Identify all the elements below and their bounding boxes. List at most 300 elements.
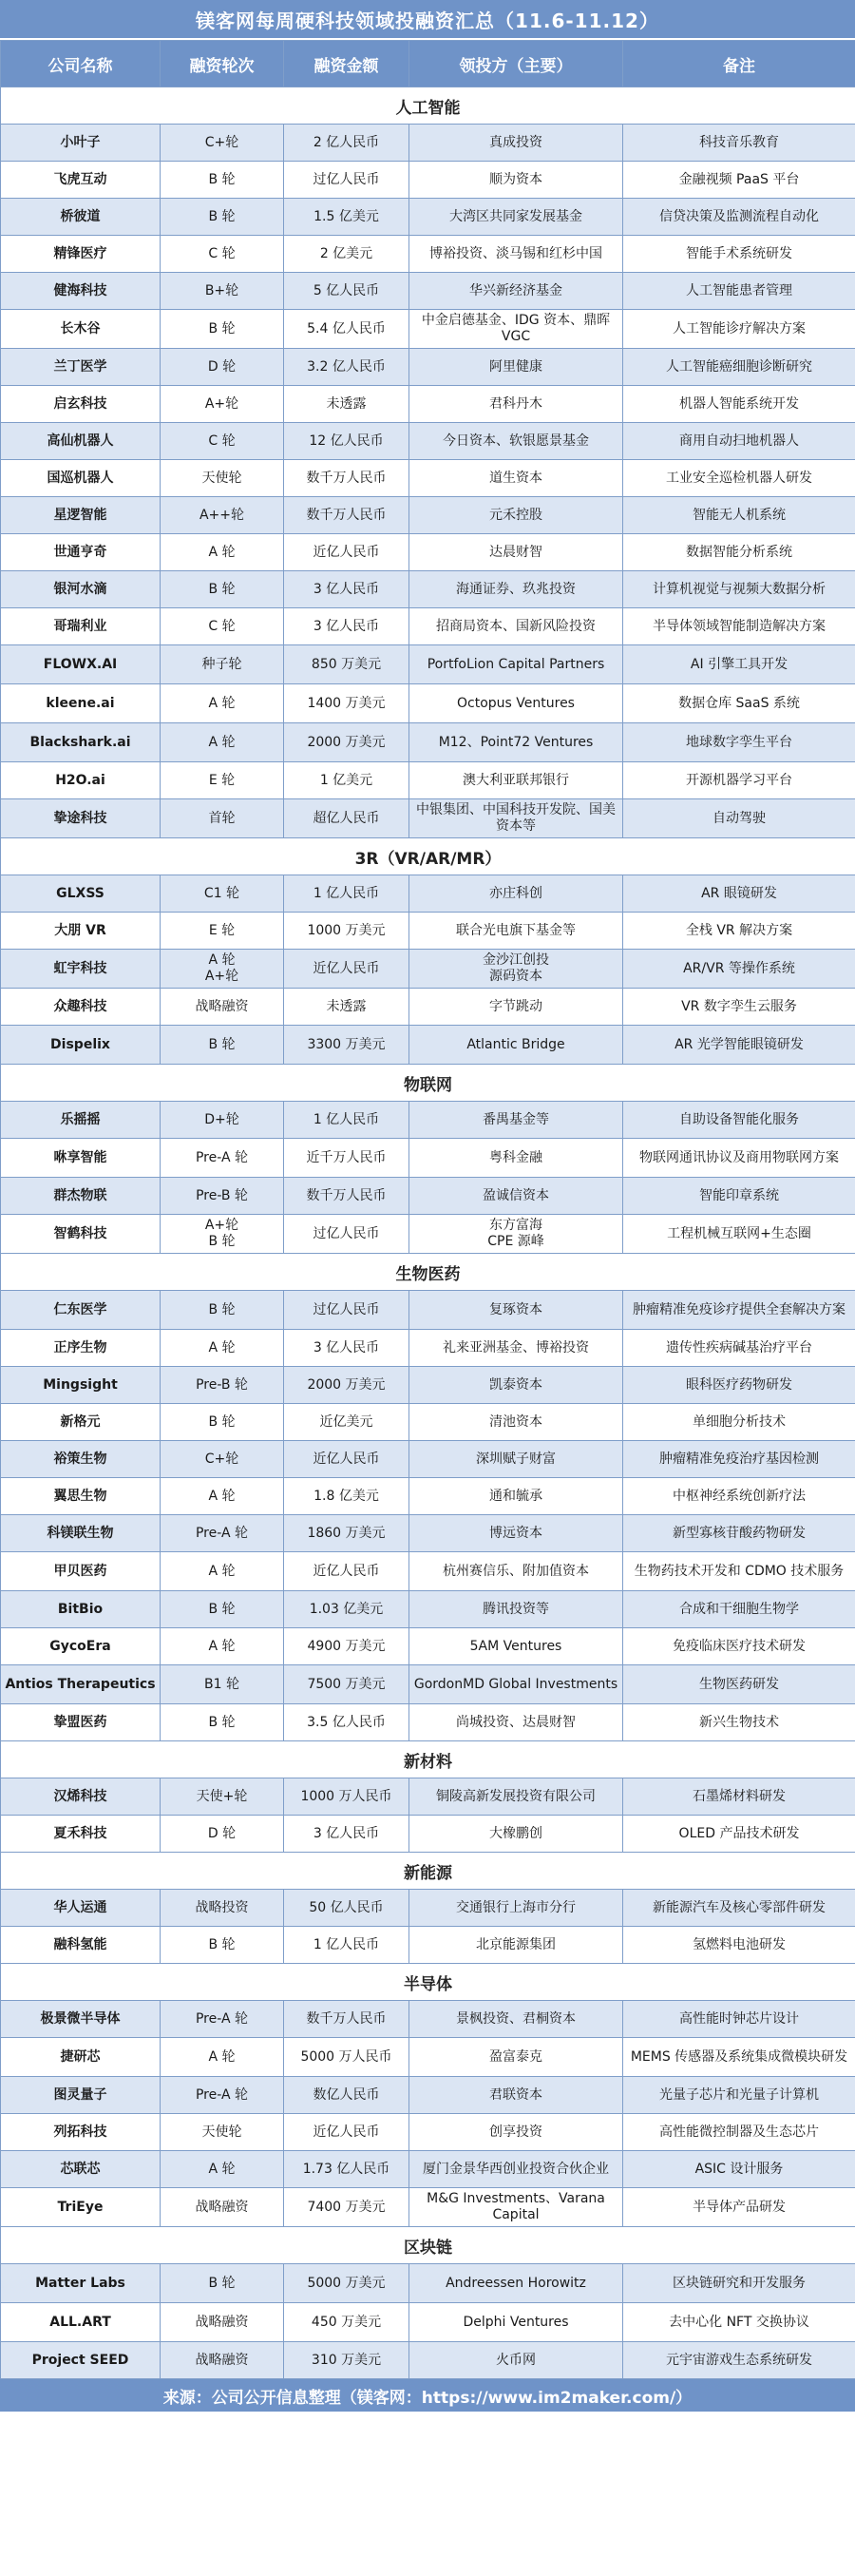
table-row xyxy=(1,1367,855,1404)
table-row xyxy=(1,950,855,989)
section-title: 物联网 xyxy=(1,1065,855,1102)
funding-round-cell: C 轮 xyxy=(161,423,284,460)
company-name-cell: 咻享智能 xyxy=(1,1139,161,1178)
table-row xyxy=(1,1215,855,1254)
lead-investor-cell: 凯泰资本 xyxy=(409,1367,623,1404)
table-row xyxy=(1,1704,855,1741)
company-name-cell: 兰丁医学 xyxy=(1,349,161,386)
table-row xyxy=(1,199,855,236)
table-row xyxy=(1,460,855,497)
funding-amount-cell: 4900 万美元 xyxy=(284,1628,409,1665)
funding-round-cell: 天使+轮 xyxy=(161,1778,284,1816)
company-name-cell: 健海科技 xyxy=(1,273,161,310)
company-name-cell: 桥彼道 xyxy=(1,199,161,236)
company-name-cell: 高仙机器人 xyxy=(1,423,161,460)
section-title: 3R（VR/AR/MR） xyxy=(1,838,855,875)
funding-round-cell: 天使轮 xyxy=(161,460,284,497)
company-name-cell: kleene.ai xyxy=(1,684,161,723)
funding-amount-cell: 数千万人民币 xyxy=(284,460,409,497)
lead-investor-cell: GordonMD Global Investments xyxy=(409,1665,623,1704)
company-name-cell: 华人运通 xyxy=(1,1890,161,1927)
table-row xyxy=(1,608,855,645)
funding-amount-cell: 1 亿人民币 xyxy=(284,1927,409,1964)
lead-investor-cell: 礼来亚洲基金、博裕投资 xyxy=(409,1330,623,1367)
lead-investor-cell: 华兴新经济基金 xyxy=(409,273,623,310)
company-name-cell: ALL.ART xyxy=(1,2303,161,2342)
funding-amount-cell: 数千万人民币 xyxy=(284,2001,409,2038)
funding-amount-cell: 1.5 亿美元 xyxy=(284,199,409,236)
funding-amount-cell: 近亿人民币 xyxy=(284,1441,409,1478)
table-row xyxy=(1,1778,855,1816)
table-body xyxy=(1,87,855,2379)
funding-round-cell: B 轮 xyxy=(161,1927,284,1964)
company-name-cell: FLOWX.AI xyxy=(1,645,161,684)
company-name-cell: GycoEra xyxy=(1,1628,161,1665)
notes-cell: 自动驾驶 xyxy=(623,799,855,838)
table-row xyxy=(1,386,855,423)
lead-investor-cell: M12、Point72 Ventures xyxy=(409,723,623,762)
section-title: 半导体 xyxy=(1,1964,855,2001)
lead-investor-cell: 中金启德基金、IDG 资本、鼎晖 VGC xyxy=(409,310,623,349)
notes-cell: 智能印章系统 xyxy=(623,1178,855,1215)
notes-cell: 数据仓库 SaaS 系统 xyxy=(623,684,855,723)
notes-cell: VR 数字孪生云服务 xyxy=(623,989,855,1026)
notes-cell: 生物药技术开发和 CDMO 技术服务 xyxy=(623,1552,855,1591)
funding-round-cell: A 轮 xyxy=(161,534,284,571)
notes-cell: 石墨烯材料研发 xyxy=(623,1778,855,1816)
lead-investor-cell: 字节跳动 xyxy=(409,989,623,1026)
table-row xyxy=(1,1291,855,1330)
company-name-cell: 众趣科技 xyxy=(1,989,161,1026)
funding-amount-cell: 3 亿人民币 xyxy=(284,571,409,608)
table-row xyxy=(1,423,855,460)
funding-amount-cell: 近亿人民币 xyxy=(284,1552,409,1591)
lead-investor-cell: 深圳赋子财富 xyxy=(409,1441,623,1478)
section-header-row xyxy=(1,2227,855,2264)
funding-amount-cell: 310 万美元 xyxy=(284,2342,409,2379)
lead-investor-cell: Octopus Ventures xyxy=(409,684,623,723)
lead-investor-cell: 5AM Ventures xyxy=(409,1628,623,1665)
lead-investor-cell: 清池资本 xyxy=(409,1404,623,1441)
funding-amount-cell: 数亿人民币 xyxy=(284,2077,409,2114)
funding-round-cell: A+轮 B 轮 xyxy=(161,1215,284,1254)
funding-round-cell: A++轮 xyxy=(161,497,284,534)
table-row xyxy=(1,2303,855,2342)
funding-amount-cell: 近亿人民币 xyxy=(284,534,409,571)
funding-round-cell: B 轮 xyxy=(161,1704,284,1741)
lead-investor-cell: 创享投资 xyxy=(409,2114,623,2151)
notes-cell: 智能无人机系统 xyxy=(623,497,855,534)
notes-cell: 地球数字孪生平台 xyxy=(623,723,855,762)
funding-round-cell: Pre-A 轮 xyxy=(161,1139,284,1178)
header-lead-investor: 领投方（主要） xyxy=(409,41,623,87)
notes-cell: 开源机器学习平台 xyxy=(623,762,855,799)
lead-investor-cell: 腾讯投资等 xyxy=(409,1591,623,1628)
funding-round-cell: A 轮 xyxy=(161,723,284,762)
table-row xyxy=(1,2038,855,2077)
table-row xyxy=(1,534,855,571)
lead-investor-cell: 盈诚信资本 xyxy=(409,1178,623,1215)
company-name-cell: 乐摇摇 xyxy=(1,1102,161,1139)
company-name-cell: 科镁联生物 xyxy=(1,1515,161,1552)
funding-amount-cell: 数千万人民币 xyxy=(284,1178,409,1215)
funding-amount-cell: 1.73 亿人民币 xyxy=(284,2151,409,2188)
lead-investor-cell: 达晨财智 xyxy=(409,534,623,571)
company-name-cell: 甲贝医药 xyxy=(1,1552,161,1591)
table-row xyxy=(1,1890,855,1927)
table-row xyxy=(1,497,855,534)
lead-investor-cell: 交通银行上海市分行 xyxy=(409,1890,623,1927)
company-name-cell: 启玄科技 xyxy=(1,386,161,423)
notes-cell: 眼科医疗药物研发 xyxy=(623,1367,855,1404)
funding-amount-cell: 1.03 亿美元 xyxy=(284,1591,409,1628)
company-name-cell: 小叶子 xyxy=(1,125,161,162)
table-row xyxy=(1,684,855,723)
company-name-cell: 列拓科技 xyxy=(1,2114,161,2151)
funding-round-cell: C 轮 xyxy=(161,608,284,645)
funding-amount-cell: 2 亿美元 xyxy=(284,236,409,273)
company-name-cell: 夏禾科技 xyxy=(1,1816,161,1853)
funding-round-cell: B 轮 xyxy=(161,310,284,349)
funding-amount-cell: 3300 万美元 xyxy=(284,1026,409,1065)
funding-round-cell: B 轮 xyxy=(161,1404,284,1441)
company-name-cell: Matter Labs xyxy=(1,2264,161,2303)
company-name-cell: 正序生物 xyxy=(1,1330,161,1367)
table-row xyxy=(1,2001,855,2038)
funding-amount-cell: 3 亿人民币 xyxy=(284,1330,409,1367)
notes-cell: AR/VR 等操作系统 xyxy=(623,950,855,989)
company-name-cell: 哥瑞利业 xyxy=(1,608,161,645)
lead-investor-cell: 通和毓承 xyxy=(409,1478,623,1515)
funding-amount-cell: 近亿人民币 xyxy=(284,2114,409,2151)
company-name-cell: 虹宇科技 xyxy=(1,950,161,989)
section-header-row xyxy=(1,1254,855,1291)
lead-investor-cell: 杭州赛信乐、附加值资本 xyxy=(409,1552,623,1591)
notes-cell: 新兴生物技术 xyxy=(623,1704,855,1741)
funding-amount-cell: 5.4 亿人民币 xyxy=(284,310,409,349)
funding-amount-cell: 数千万人民币 xyxy=(284,497,409,534)
funding-amount-cell: 5 亿人民币 xyxy=(284,273,409,310)
lead-investor-cell: 北京能源集团 xyxy=(409,1927,623,1964)
notes-cell: 科技音乐教育 xyxy=(623,125,855,162)
notes-cell: 生物医药研发 xyxy=(623,1665,855,1704)
notes-cell: 合成和干细胞生物学 xyxy=(623,1591,855,1628)
funding-round-cell: 战略融资 xyxy=(161,2303,284,2342)
header-company: 公司名称 xyxy=(1,41,161,87)
funding-round-cell: Pre-A 轮 xyxy=(161,2077,284,2114)
lead-investor-cell: 大橡鹏创 xyxy=(409,1816,623,1853)
company-name-cell: 大朋 VR xyxy=(1,913,161,950)
funding-round-cell: A 轮 xyxy=(161,1330,284,1367)
lead-investor-cell: 今日资本、软银愿景基金 xyxy=(409,423,623,460)
funding-amount-cell: 近千万人民币 xyxy=(284,1139,409,1178)
funding-round-cell: A 轮 xyxy=(161,1552,284,1591)
table-row xyxy=(1,310,855,349)
funding-round-cell: A+轮 xyxy=(161,386,284,423)
funding-amount-cell: 未透露 xyxy=(284,989,409,1026)
notes-cell: 去中心化 NFT 交换协议 xyxy=(623,2303,855,2342)
company-name-cell: 智鹤科技 xyxy=(1,1215,161,1254)
funding-amount-cell: 5000 万人民币 xyxy=(284,2038,409,2077)
notes-cell: 工业安全巡检机器人研发 xyxy=(623,460,855,497)
notes-cell: AR 光学智能眼镜研发 xyxy=(623,1026,855,1065)
table-row xyxy=(1,2264,855,2303)
funding-round-cell: Pre-A 轮 xyxy=(161,1515,284,1552)
table-row xyxy=(1,1665,855,1704)
company-name-cell: 群杰物联 xyxy=(1,1178,161,1215)
notes-cell: 肿瘤精准免疫治疗基因检测 xyxy=(623,1441,855,1478)
funding-amount-cell: 1000 万美元 xyxy=(284,913,409,950)
lead-investor-cell: 番禺基金等 xyxy=(409,1102,623,1139)
funding-amount-cell: 1.8 亿美元 xyxy=(284,1478,409,1515)
funding-amount-cell: 450 万美元 xyxy=(284,2303,409,2342)
section-header-row xyxy=(1,1741,855,1778)
notes-cell: 肿瘤精准免疫诊疗提供全套解决方案 xyxy=(623,1291,855,1330)
company-name-cell: Project SEED xyxy=(1,2342,161,2379)
lead-investor-cell: 复琢资本 xyxy=(409,1291,623,1330)
notes-cell: 信贷决策及监测流程自动化 xyxy=(623,199,855,236)
funding-round-cell: B 轮 xyxy=(161,2264,284,2303)
table-row xyxy=(1,1404,855,1441)
lead-investor-cell: 招商局资本、国新风险投资 xyxy=(409,608,623,645)
table-row xyxy=(1,162,855,199)
company-name-cell: 融科氢能 xyxy=(1,1927,161,1964)
funding-round-cell: Pre-A 轮 xyxy=(161,2001,284,2038)
funding-amount-cell: 50 亿人民币 xyxy=(284,1890,409,1927)
funding-amount-cell: 未透露 xyxy=(284,386,409,423)
table-row xyxy=(1,799,855,838)
funding-round-cell: 首轮 xyxy=(161,799,284,838)
lead-investor-cell: 金沙江创投 源码资本 xyxy=(409,950,623,989)
header-amount: 融资金额 xyxy=(284,41,409,87)
funding-round-cell: A 轮 xyxy=(161,2038,284,2077)
lead-investor-cell: 君联资本 xyxy=(409,2077,623,2114)
funding-round-cell: C1 轮 xyxy=(161,875,284,913)
funding-amount-cell: 1400 万美元 xyxy=(284,684,409,723)
funding-round-cell: B+轮 xyxy=(161,273,284,310)
funding-amount-cell: 2000 万美元 xyxy=(284,1367,409,1404)
funding-round-cell: C 轮 xyxy=(161,236,284,273)
funding-round-cell: B 轮 xyxy=(161,571,284,608)
notes-cell: 金融视频 PaaS 平台 xyxy=(623,162,855,199)
notes-cell: 高性能微控制器及生态芯片 xyxy=(623,2114,855,2151)
funding-round-cell: E 轮 xyxy=(161,762,284,799)
funding-amount-cell: 1 亿美元 xyxy=(284,762,409,799)
table-row xyxy=(1,2077,855,2114)
notes-cell: 人工智能癌细胞诊断研究 xyxy=(623,349,855,386)
notes-cell: 物联网通讯协议及商用物联网方案 xyxy=(623,1139,855,1178)
table-row xyxy=(1,1139,855,1178)
lead-investor-cell: 道生资本 xyxy=(409,460,623,497)
table-row xyxy=(1,1026,855,1065)
lead-investor-cell: 澳大利亚联邦银行 xyxy=(409,762,623,799)
notes-cell: 元宇宙游戏生态系统研发 xyxy=(623,2342,855,2379)
lead-investor-cell: 博远资本 xyxy=(409,1515,623,1552)
funding-round-cell: 战略融资 xyxy=(161,2188,284,2227)
company-name-cell: Mingsight xyxy=(1,1367,161,1404)
section-header-row xyxy=(1,1853,855,1890)
notes-cell: 中枢神经系统创新疗法 xyxy=(623,1478,855,1515)
lead-investor-cell: 粤科金融 xyxy=(409,1139,623,1178)
lead-investor-cell: 海通证券、玖兆投资 xyxy=(409,571,623,608)
funding-round-cell: Pre-B 轮 xyxy=(161,1178,284,1215)
company-name-cell: 国巡机器人 xyxy=(1,460,161,497)
funding-amount-cell: 5000 万美元 xyxy=(284,2264,409,2303)
notes-cell: 数据智能分析系统 xyxy=(623,534,855,571)
table-row xyxy=(1,645,855,684)
company-name-cell: Antios Therapeutics xyxy=(1,1665,161,1704)
funding-amount-cell: 12 亿人民币 xyxy=(284,423,409,460)
funding-amount-cell: 3 亿人民币 xyxy=(284,1816,409,1853)
lead-investor-cell: 顺为资本 xyxy=(409,162,623,199)
company-name-cell: 翼思生物 xyxy=(1,1478,161,1515)
lead-investor-cell: 阿里健康 xyxy=(409,349,623,386)
section-header-row xyxy=(1,87,855,125)
lead-investor-cell: 铜陵高新发展投资有限公司 xyxy=(409,1778,623,1816)
lead-investor-cell: 中银集团、中国科技开发院、国美资本等 xyxy=(409,799,623,838)
table-row xyxy=(1,989,855,1026)
section-title: 生物医药 xyxy=(1,1254,855,1291)
lead-investor-cell: M&G Investments、Varana Capital xyxy=(409,2188,623,2227)
company-name-cell: 挚盟医药 xyxy=(1,1704,161,1741)
lead-investor-cell: 东方富海 CPE 源峰 xyxy=(409,1215,623,1254)
funding-amount-cell: 1860 万美元 xyxy=(284,1515,409,1552)
table-header-row xyxy=(1,41,855,87)
table-row xyxy=(1,1441,855,1478)
lead-investor-cell: 真成投资 xyxy=(409,125,623,162)
funding-amount-cell: 过亿人民币 xyxy=(284,162,409,199)
table-row xyxy=(1,1628,855,1665)
lead-investor-cell: 大湾区共同家发展基金 xyxy=(409,199,623,236)
funding-amount-cell: 7500 万美元 xyxy=(284,1665,409,1704)
section-header-row xyxy=(1,1065,855,1102)
section-title: 新能源 xyxy=(1,1853,855,1890)
funding-round-cell: A 轮 xyxy=(161,1628,284,1665)
funding-round-cell: B 轮 xyxy=(161,1591,284,1628)
lead-investor-cell: 博裕投资、淡马锡和红杉中国 xyxy=(409,236,623,273)
lead-investor-cell: Atlantic Bridge xyxy=(409,1026,623,1065)
funding-round-cell: A 轮 xyxy=(161,2151,284,2188)
lead-investor-cell: 元禾控股 xyxy=(409,497,623,534)
financing-table xyxy=(0,40,855,2379)
table-row xyxy=(1,762,855,799)
company-name-cell: 极景微半导体 xyxy=(1,2001,161,2038)
company-name-cell: 仁东医学 xyxy=(1,1291,161,1330)
funding-amount-cell: 850 万美元 xyxy=(284,645,409,684)
company-name-cell: 精锋医疗 xyxy=(1,236,161,273)
table-row xyxy=(1,349,855,386)
lead-investor-cell: Andreessen Horowitz xyxy=(409,2264,623,2303)
notes-cell: 氢燃料电池研发 xyxy=(623,1927,855,1964)
table-row xyxy=(1,2151,855,2188)
notes-cell: 半导体领域智能制造解决方案 xyxy=(623,608,855,645)
funding-round-cell: B 轮 xyxy=(161,162,284,199)
funding-amount-cell: 7400 万美元 xyxy=(284,2188,409,2227)
funding-amount-cell: 2 亿人民币 xyxy=(284,125,409,162)
notes-cell: 新能源汽车及核心零部件研发 xyxy=(623,1890,855,1927)
funding-amount-cell: 过亿人民币 xyxy=(284,1291,409,1330)
company-name-cell: 裕策生物 xyxy=(1,1441,161,1478)
notes-cell: 人工智能患者管理 xyxy=(623,273,855,310)
lead-investor-cell: 盈富泰克 xyxy=(409,2038,623,2077)
company-name-cell: 银河水滴 xyxy=(1,571,161,608)
funding-round-cell: D+轮 xyxy=(161,1102,284,1139)
notes-cell: MEMS 传感器及系统集成微模块研发 xyxy=(623,2038,855,2077)
lead-investor-cell: PortfoLion Capital Partners xyxy=(409,645,623,684)
notes-cell: OLED 产品技术研发 xyxy=(623,1816,855,1853)
funding-amount-cell: 3.5 亿人民币 xyxy=(284,1704,409,1741)
funding-amount-cell: 近亿美元 xyxy=(284,1404,409,1441)
company-name-cell: GLXSS xyxy=(1,875,161,913)
notes-cell: 计算机视觉与视频大数据分析 xyxy=(623,571,855,608)
table-row xyxy=(1,2188,855,2227)
notes-cell: 高性能时钟芯片设计 xyxy=(623,2001,855,2038)
table-row xyxy=(1,723,855,762)
source-footer: 来源：公司公开信息整理（镁客网：https://www.im2maker.com/） xyxy=(0,2379,855,2412)
page-title: 镁客网每周硬科技领域投融资汇总（11.6-11.12） xyxy=(0,0,855,40)
table-row xyxy=(1,1552,855,1591)
table-row xyxy=(1,236,855,273)
table-row xyxy=(1,1927,855,1964)
company-name-cell: Blackshark.ai xyxy=(1,723,161,762)
table-row xyxy=(1,1330,855,1367)
table-row xyxy=(1,1178,855,1215)
funding-amount-cell: 近亿人民币 xyxy=(284,950,409,989)
table-row xyxy=(1,2114,855,2151)
company-name-cell: H2O.ai xyxy=(1,762,161,799)
lead-investor-cell: 君科丹木 xyxy=(409,386,623,423)
company-name-cell: 新格元 xyxy=(1,1404,161,1441)
lead-investor-cell: 景枫投资、君桐资本 xyxy=(409,2001,623,2038)
table-row xyxy=(1,2342,855,2379)
section-header-row xyxy=(1,1964,855,2001)
funding-amount-cell: 2000 万美元 xyxy=(284,723,409,762)
section-title: 人工智能 xyxy=(1,87,855,125)
funding-round-cell: 战略融资 xyxy=(161,2342,284,2379)
notes-cell: 智能手术系统研发 xyxy=(623,236,855,273)
lead-investor-cell: Delphi Ventures xyxy=(409,2303,623,2342)
table-row xyxy=(1,1102,855,1139)
table-row xyxy=(1,125,855,162)
lead-investor-cell: 联合光电旗下基金等 xyxy=(409,913,623,950)
table-row xyxy=(1,571,855,608)
notes-cell: AR 眼镜研发 xyxy=(623,875,855,913)
table-row xyxy=(1,875,855,913)
company-name-cell: BitBio xyxy=(1,1591,161,1628)
notes-cell: 新型寡核苷酸药物研发 xyxy=(623,1515,855,1552)
funding-round-cell: B 轮 xyxy=(161,1026,284,1065)
table-row xyxy=(1,913,855,950)
company-name-cell: 星逻智能 xyxy=(1,497,161,534)
funding-round-cell: C+轮 xyxy=(161,1441,284,1478)
notes-cell: 工程机械互联网+生态圈 xyxy=(623,1215,855,1254)
notes-cell: ASIC 设计服务 xyxy=(623,2151,855,2188)
notes-cell: 自助设备智能化服务 xyxy=(623,1102,855,1139)
funding-amount-cell: 1 亿人民币 xyxy=(284,1102,409,1139)
funding-round-cell: E 轮 xyxy=(161,913,284,950)
funding-round-cell: D 轮 xyxy=(161,349,284,386)
notes-cell: 人工智能诊疗解决方案 xyxy=(623,310,855,349)
funding-amount-cell: 3.2 亿人民币 xyxy=(284,349,409,386)
notes-cell: 半导体产品研发 xyxy=(623,2188,855,2227)
lead-investor-cell: 亦庄科创 xyxy=(409,875,623,913)
funding-round-cell: D 轮 xyxy=(161,1816,284,1853)
company-name-cell: 飞虎互动 xyxy=(1,162,161,199)
funding-round-cell: 种子轮 xyxy=(161,645,284,684)
company-name-cell: 长木谷 xyxy=(1,310,161,349)
funding-round-cell: C+轮 xyxy=(161,125,284,162)
funding-round-cell: B 轮 xyxy=(161,1291,284,1330)
